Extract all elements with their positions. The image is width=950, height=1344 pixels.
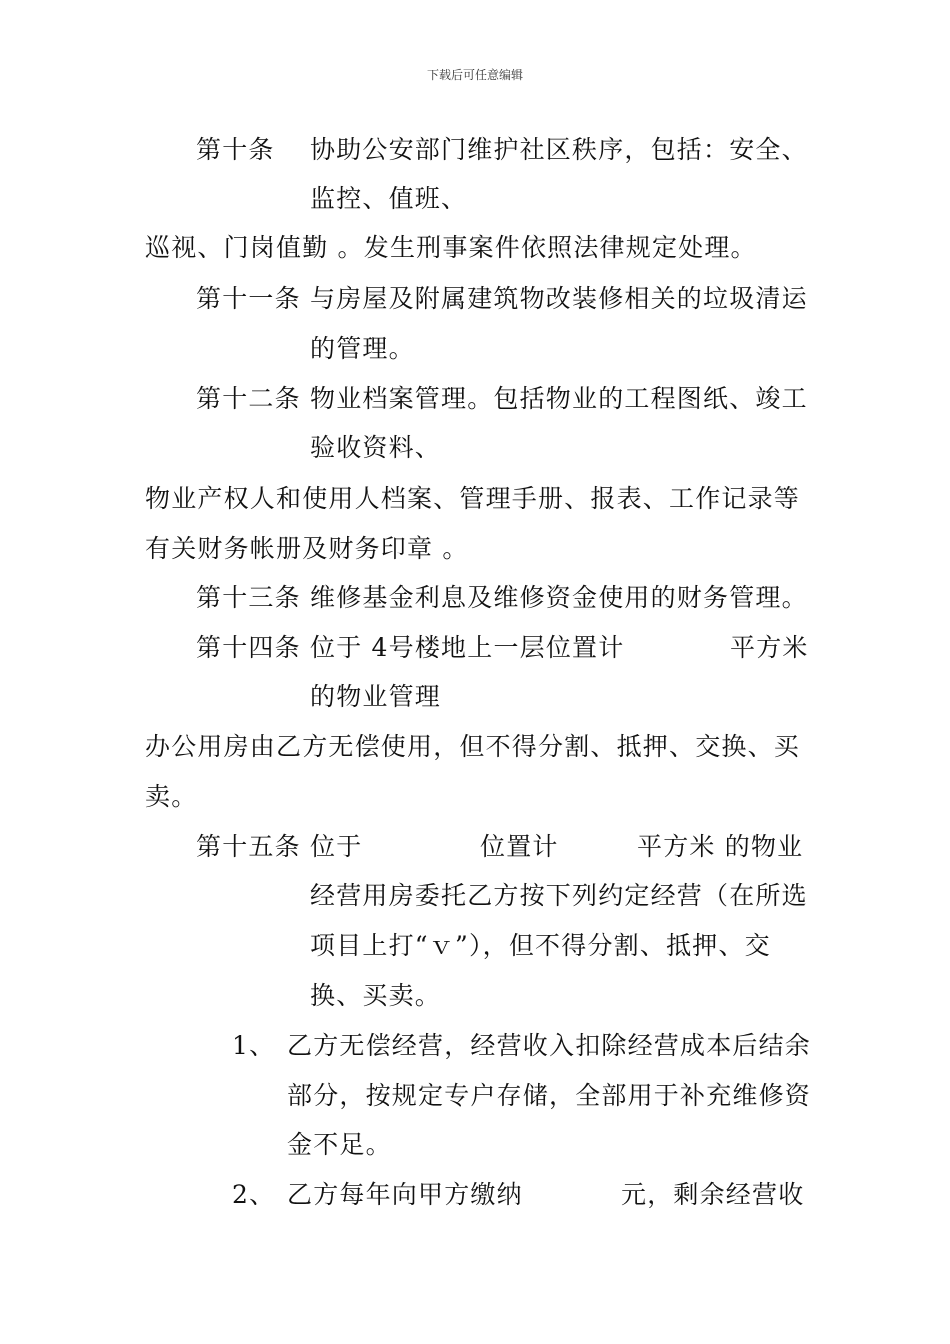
article-text: 平方米 的物业 — [637, 832, 804, 861]
article-text: 换、买卖。 — [310, 981, 442, 1010]
article-text: 的物业管理 — [310, 682, 442, 711]
article-label: 第十五条 — [196, 832, 301, 861]
article-label: 第十四条 — [196, 633, 301, 662]
article-text: 物业产权人和使用人档案、管理手册、报表、工作记录等 — [145, 484, 801, 513]
article-text: 位于 — [310, 832, 363, 861]
article-label: 第十三条 — [196, 583, 301, 612]
article-text: 经营用房委托乙方按下列约定经营（在所选 — [310, 881, 808, 910]
article-text: 办公用房由乙方无偿使用，但不得分割、抵押、交换、买 — [145, 732, 801, 761]
item-number: 2、 — [232, 1180, 276, 1209]
article-text: 与房屋及附属建筑物改装修相关的垃圾清运 — [310, 284, 808, 313]
article-text: 有关财务帐册及财务印章 。 — [145, 534, 469, 563]
article-label: 第十条 — [196, 135, 275, 164]
article-label: 第十一条 — [196, 284, 301, 313]
item-text: 乙方每年向甲方缴纳 — [287, 1180, 523, 1209]
article-text: 平方米 — [730, 633, 809, 662]
item-text: 乙方无偿经营，经营收入扣除经营成本后结余 — [287, 1031, 812, 1060]
article-text: 位置计 — [480, 832, 559, 861]
item-text: 部分，按规定专户存储，全部用于补充维修资 — [287, 1081, 812, 1110]
item-text: 元，剩余经营收 — [621, 1180, 805, 1209]
item-text: 金不足。 — [287, 1130, 392, 1159]
page-header: 下载后可任意编辑 — [426, 68, 523, 82]
item-number: 1、 — [232, 1031, 276, 1060]
article-text: 巡视、门岗值勤 。发生刑事案件依照法律规定处理。 — [145, 233, 757, 262]
article-text: 维修基金利息及维修资金使用的财务管理。 — [310, 583, 808, 612]
article-text: 位于 4号楼地上一层位置计 — [310, 633, 625, 662]
article-text: 卖。 — [145, 782, 198, 811]
article-text: 监控、值班、 — [310, 184, 468, 213]
article-text: 物业档案管理。包括物业的工程图纸、竣工 — [310, 384, 808, 413]
article-text: 验收资料、 — [310, 433, 442, 462]
article-text: 项目上打“ｖ”），但不得分割、抵押、交 — [310, 931, 771, 960]
article-label: 第十二条 — [196, 384, 301, 413]
article-text: 协助公安部门维护社区秩序，包括：安全、 — [310, 135, 808, 164]
article-text: 的管理。 — [310, 334, 415, 363]
